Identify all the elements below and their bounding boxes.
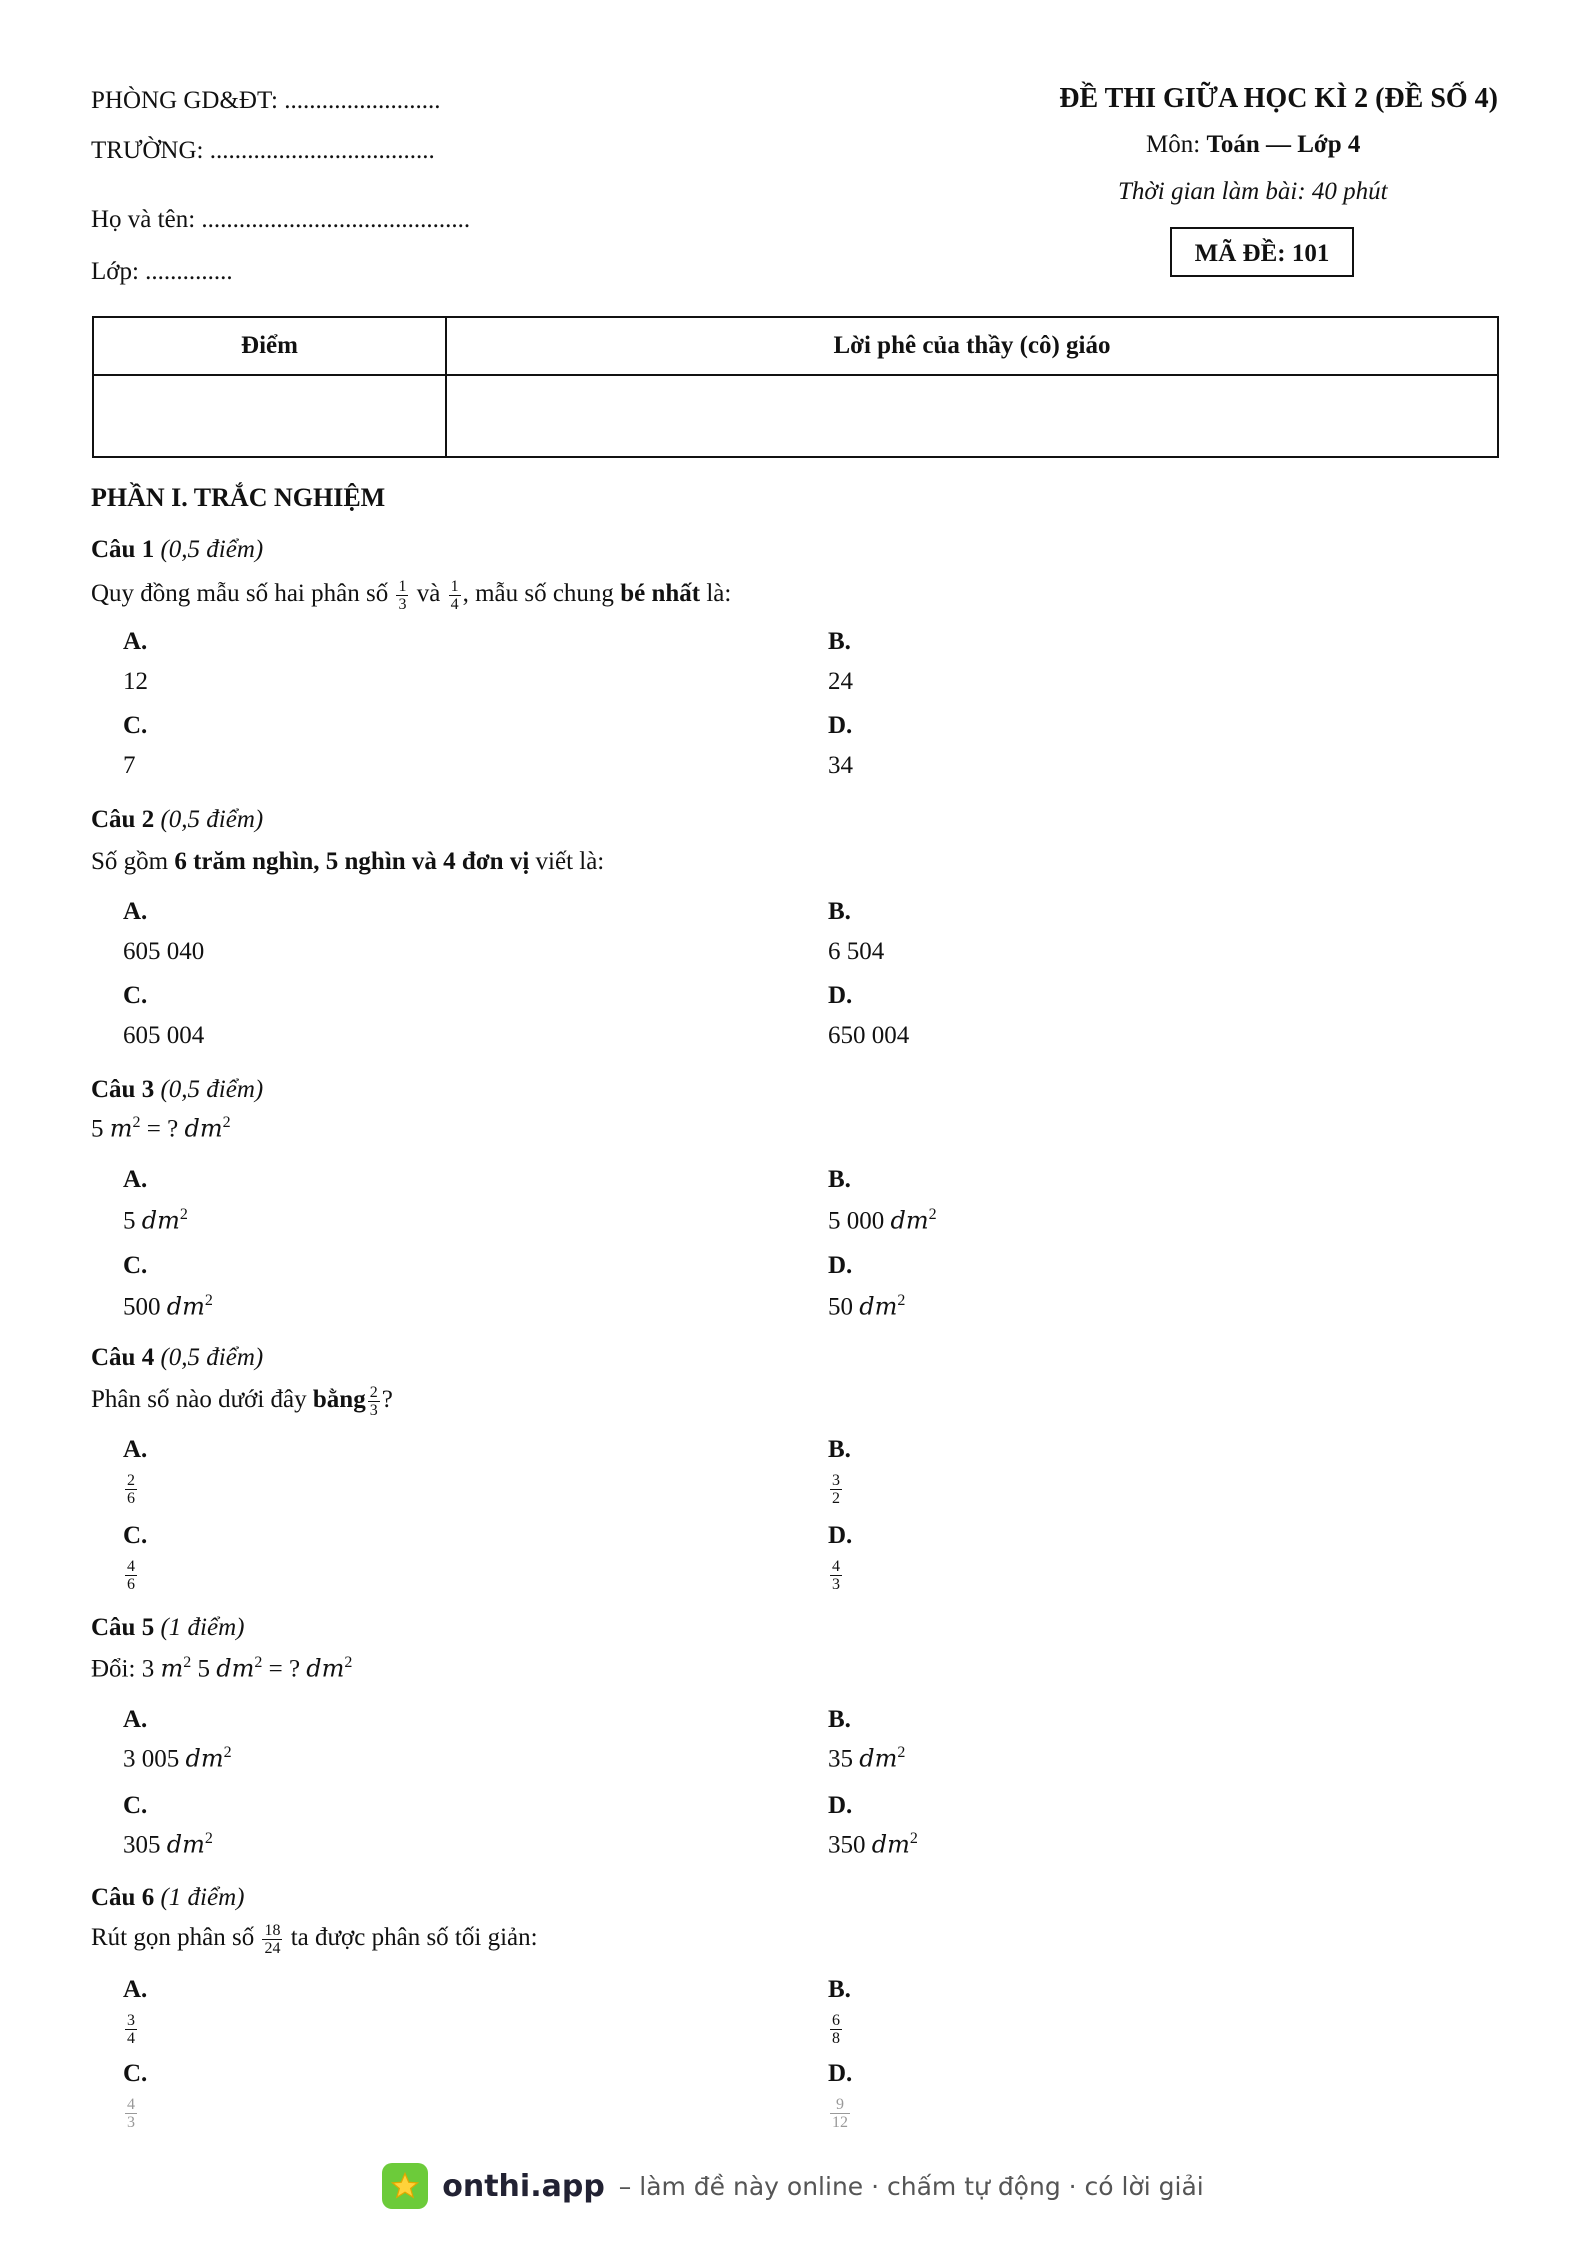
grade-cell bbox=[93, 375, 446, 457]
option-a-value[interactable]: 5 $dm^2$ bbox=[123, 1206, 188, 1235]
option-d-value[interactable]: 350 $dm^2$ bbox=[828, 1830, 918, 1859]
question-5-stem: Đổi: 3 $m^2$ 5 $dm^2$ = ? $dm^2$ bbox=[91, 1654, 353, 1683]
student-name-line: Họ và tên: ........................................... bbox=[91, 206, 471, 233]
option-c-value[interactable]: 500 $dm^2$ bbox=[123, 1292, 213, 1321]
fraction: $\frac{2}{3}$ bbox=[369, 1384, 378, 1419]
option-a-label[interactable]: A. bbox=[123, 898, 148, 925]
option-c-value[interactable]: 7 bbox=[123, 752, 136, 779]
question-3-title: Câu 3 (0,5 điểm) bbox=[91, 1076, 264, 1103]
question-2-stem: Số gồm 6 trăm nghìn, 5 nghìn và 4 đơn vị viết là: bbox=[91, 848, 605, 875]
option-c-label[interactable]: C. bbox=[123, 982, 148, 1009]
question-6-stem: Rút gọn phân số $\frac{18}{24}$ ta được phân số tối giản: bbox=[91, 1922, 538, 1957]
brand-name[interactable]: onthi.app bbox=[442, 2168, 605, 2204]
brand-tagline: – làm đề này online · chấm tự động · có lời giải bbox=[618, 2171, 1204, 2201]
fraction: $\frac{18}{24}$ bbox=[264, 1922, 281, 1957]
option-d-label[interactable]: D. bbox=[828, 1792, 853, 1819]
section-title: PHẦN I. TRẮC NGHIỆM bbox=[91, 483, 386, 512]
option-b-value[interactable]: 5 000 $dm^2$ bbox=[828, 1206, 937, 1235]
option-c-label[interactable]: C. bbox=[123, 1792, 148, 1819]
option-d-value[interactable]: 34 bbox=[828, 752, 853, 779]
option-b-label[interactable]: B. bbox=[828, 898, 851, 925]
option-c-label[interactable]: C. bbox=[123, 1522, 148, 1549]
class-line: Lớp: .............. bbox=[91, 258, 233, 285]
option-a-label[interactable]: A. bbox=[123, 1166, 148, 1193]
star-logo-icon bbox=[382, 2163, 428, 2209]
option-c-value[interactable]: 605 004 bbox=[123, 1022, 205, 1049]
option-d-label[interactable]: D. bbox=[828, 982, 853, 1009]
option-a-value[interactable]: 3 005 $dm^2$ bbox=[123, 1744, 232, 1773]
comment-cell bbox=[446, 375, 1498, 457]
grade-column-header: Điểm bbox=[93, 317, 446, 375]
fraction: $\frac{1}{4}$ bbox=[450, 578, 459, 613]
option-c-label[interactable]: C. bbox=[123, 2060, 148, 2087]
option-d-label[interactable]: D. bbox=[828, 1522, 853, 1549]
grade-table bbox=[92, 316, 1499, 458]
question-4-stem: Phân số nào dưới đây bằng $\frac{2}{3}$ ? bbox=[91, 1384, 393, 1419]
exam-code-box: MÃ ĐỀ: 101 bbox=[1170, 227, 1354, 277]
option-a-value[interactable]: $\frac{2}{6}$ bbox=[127, 1472, 135, 1507]
comment-column-header: Lời phê của thầy (cô) giáo bbox=[446, 317, 1498, 375]
option-d-label[interactable]: D. bbox=[828, 712, 853, 739]
option-c-label[interactable]: C. bbox=[123, 712, 148, 739]
option-b-value[interactable]: $\frac{3}{2}$ bbox=[832, 1472, 840, 1507]
option-d-label[interactable]: D. bbox=[828, 1252, 853, 1279]
option-b-value[interactable]: 35 $dm^2$ bbox=[828, 1744, 906, 1773]
question-3-stem: 5 $m^2$ = ? $dm^2$ bbox=[91, 1114, 231, 1143]
option-a-value[interactable]: 605 040 bbox=[123, 938, 205, 965]
option-c-value[interactable]: $\frac{4}{6}$ bbox=[127, 1558, 135, 1593]
question-1-title: Câu 1 (0,5 điểm) bbox=[91, 536, 264, 563]
question-2-title: Câu 2 (0,5 điểm) bbox=[91, 806, 264, 833]
exam-title: ĐỀ THI GIỮA HỌC KÌ 2 (ĐỀ SỐ 4) bbox=[1059, 83, 1498, 114]
option-d-label[interactable]: D. bbox=[828, 2060, 853, 2087]
option-d-value[interactable]: 650 004 bbox=[828, 1022, 910, 1049]
question-4-title: Câu 4 (0,5 điểm) bbox=[91, 1344, 264, 1371]
subject-name: Toán — Lớp 4 bbox=[1206, 131, 1361, 158]
exam-time: Thời gian làm bài: 40 phút bbox=[1118, 178, 1388, 205]
department-line: PHÒNG GD&ĐT: ......................... bbox=[91, 87, 441, 114]
option-b-label[interactable]: B. bbox=[828, 1166, 851, 1193]
option-b-label[interactable]: B. bbox=[828, 1706, 851, 1733]
option-b-value[interactable]: 6 504 bbox=[828, 938, 885, 965]
option-c-value[interactable]: 305 $dm^2$ bbox=[123, 1830, 213, 1859]
question-6-title: Câu 6 (1 điểm) bbox=[91, 1884, 245, 1911]
option-d-value[interactable]: 50 $dm^2$ bbox=[828, 1292, 906, 1321]
option-b-label[interactable]: B. bbox=[828, 1436, 851, 1463]
option-a-value[interactable]: 12 bbox=[123, 668, 148, 695]
option-b-value[interactable]: 24 bbox=[828, 668, 853, 695]
question-1-stem: Quy đồng mẫu số hai phân số $\frac{1}{3}$ và $\frac{1}{4}$ , mẫu số chung bé nhất là: bbox=[91, 578, 732, 613]
option-c-label[interactable]: C. bbox=[123, 1252, 148, 1279]
option-d-value[interactable]: $\frac{4}{3}$ bbox=[832, 1558, 840, 1593]
subject-prefix: Môn: bbox=[1146, 131, 1207, 158]
option-a-label[interactable]: A. bbox=[123, 628, 148, 655]
option-a-value[interactable]: $\frac{3}{4}$ bbox=[127, 2012, 135, 2047]
option-b-label[interactable]: B. bbox=[828, 1976, 851, 2003]
option-a-label[interactable]: A. bbox=[123, 1436, 148, 1463]
subject-line bbox=[1146, 131, 1360, 159]
option-a-label[interactable]: A. bbox=[123, 1706, 148, 1733]
question-5-title: Câu 5 (1 điểm) bbox=[91, 1614, 245, 1641]
school-line: TRƯỜNG: .................................... bbox=[91, 137, 435, 164]
promo-footer[interactable] bbox=[0, 2163, 1586, 2213]
option-d-value[interactable]: $\frac{9}{12}$ bbox=[832, 2096, 848, 2131]
option-a-label[interactable]: A. bbox=[123, 1976, 148, 2003]
option-b-value[interactable]: $\frac{6}{8}$ bbox=[832, 2012, 840, 2047]
fraction: $\frac{1}{3}$ bbox=[398, 578, 407, 613]
option-c-value[interactable]: $\frac{4}{3}$ bbox=[127, 2096, 135, 2131]
option-b-label[interactable]: B. bbox=[828, 628, 851, 655]
